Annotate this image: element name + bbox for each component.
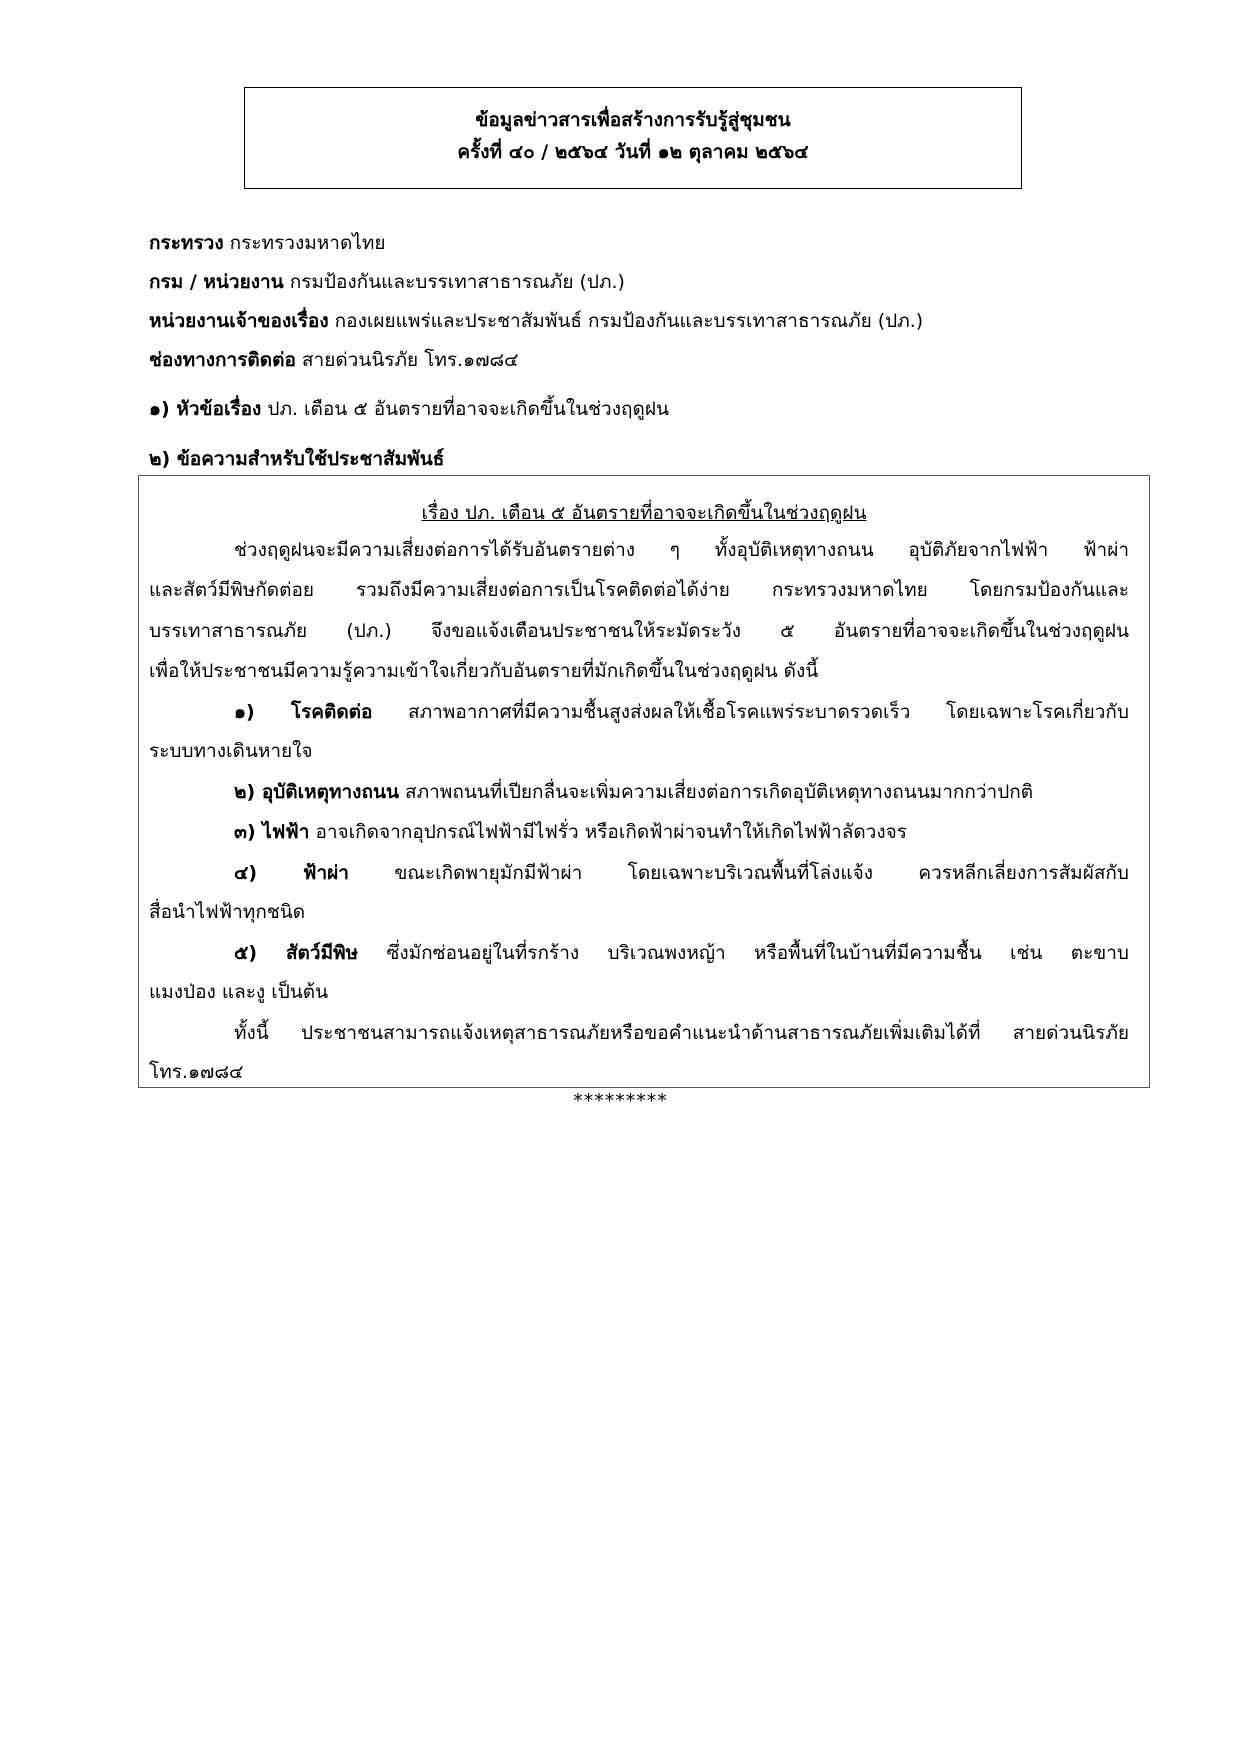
section-pr-label: ๒) ข้อความสำหรับใช้ประชาสัมพันธ์: [149, 448, 445, 470]
pr-intro-line-2: และสัตว์มีพิษกัดต่อย รวมถึงมีความเสี่ยงต่อการเป็นโรคติดต่อได้ง่าย กระทรวงมหาดไทย โดยกรมป้องกันและ: [149, 579, 1129, 601]
meta-ministry: [149, 230, 1149, 269]
pr-item-1-continued: ระบบทางเดินหายใจ: [149, 740, 313, 762]
section-topic: [149, 396, 669, 422]
meta-department: [149, 269, 1149, 308]
pr-item-1-label: ๑) โรคติดต่อ: [234, 701, 373, 723]
pr-title: เรื่อง ปภ. เตือน ๕ อันตรายที่อาจจะเกิดขึ้นในช่วงฤดูฝน: [421, 502, 867, 524]
meta-department-value: กรมป้องกันและบรรเทาสาธารณภัย (ปภ.): [289, 271, 625, 293]
pr-closing-continued: โทร.๑๗๘๔: [149, 1061, 244, 1083]
pr-item-4: [234, 860, 1129, 886]
meta-contact: [149, 347, 1149, 386]
pr-item-4-label: ๔) ฟ้าผ่า: [234, 862, 349, 884]
pr-item-5-label: ๕) สัตว์มีพิษ: [234, 942, 359, 964]
pr-item-1-text: สภาพอากาศที่มีความชื้นสูงส่งผลให้เชื้อโรคแพร่ระบาดรวดเร็ว โดยเฉพาะโรคเกี่ยวกับ: [408, 701, 1129, 723]
meta-department-label: กรม / หน่วยงาน: [149, 271, 284, 293]
pr-item-2-text: สภาพถนนที่เปียกลื่นจะเพิ่มความเสี่ยงต่อการเกิดอุบัติเหตุทางถนนมากกว่าปกติ: [405, 781, 1034, 803]
header-title: ข้อมูลข่าวสารเพื่อสร้างการรับรู้สู่ชุมชน: [475, 109, 791, 131]
section-topic-value: ปภ. เตือน ๕ อันตรายที่อาจจะเกิดขึ้นในช่วงฤดูฝน: [267, 398, 669, 420]
meta-info: [149, 230, 1149, 386]
pr-item-1: [234, 699, 1129, 725]
meta-owner: [149, 308, 1149, 347]
meta-owner-value: กองเผยแพร่และประชาสัมพันธ์ กรมป้องกันและบรรเทาสาธารณภัย (ปภ.): [334, 310, 924, 332]
meta-contact-value: สายด่วนนิรภัย โทร.๑๗๘๔: [301, 349, 519, 371]
pr-item-5: [234, 940, 1129, 966]
pr-intro-line-4: เพื่อให้ประชาชนมีความรู้ความเข้าใจเกี่ยวกับอันตรายที่มักเกิดขึ้นในช่วงฤดูฝน ดังนี้: [149, 660, 819, 682]
end-marker: *********: [573, 1090, 668, 1112]
pr-item-4-text: ขณะเกิดพายุมักมีฟ้าผ่า โดยเฉพาะบริเวณพื้นที่โล่งแจ้ง ควรหลีกเลี่ยงการสัมผัสกับ: [394, 862, 1129, 884]
document-header-box: [244, 87, 1022, 189]
section-pr: [149, 446, 444, 472]
pr-item-5-text: ซึ่งมักซ่อนอยู่ในที่รกร้าง บริเวณพงหญ้า หรือพื้นที่ในบ้านที่มีความชื้น เช่น ตะขาบ: [386, 942, 1129, 964]
pr-item-3: [234, 819, 907, 845]
pr-intro-line-3: บรรเทาสาธารณภัย (ปภ.) จึงขอแจ้งเตือนประชาชนให้ระมัดระวัง ๕ อันตรายที่อาจจะเกิดขึ้นในช่วงฤดูฝน: [149, 620, 1129, 642]
meta-owner-label: หน่วยงานเจ้าของเรื่อง: [149, 310, 329, 332]
pr-item-5-continued: แมงป่อง และงู เป็นต้น: [149, 981, 329, 1003]
meta-ministry-value: กระทรวงมหาดไทย: [229, 232, 386, 254]
pr-item-4-continued: สื่อนำไฟฟ้าทุกชนิด: [149, 901, 306, 923]
pr-closing: ทั้งนี้ ประชาชนสามารถแจ้งเหตุสาธารณภัยหรือขอคำแนะนำด้านสาธารณภัยเพิ่มเติมได้ที่ สายด่วนนิรภัย: [234, 1022, 1129, 1044]
header-issue-date: ครั้งที่ ๔๐ / ๒๕๖๔ วันที่ ๑๒ ตุลาคม ๒๕๖๔: [457, 141, 809, 163]
pr-intro-line-1: ช่วงฤดูฝนจะมีความเสี่ยงต่อการได้รับอันตรายต่าง ๆ ทั้งอุบัติเหตุทางถนน อุบัติภัยจากไฟฟ้า ฟ้าผ่า: [234, 539, 1129, 561]
pr-message-box: [138, 475, 1150, 1088]
pr-item-2: [234, 779, 1033, 805]
meta-contact-label: ช่องทางการติดต่อ: [149, 349, 296, 371]
pr-item-2-label: ๒) อุบัติเหตุทางถนน: [234, 781, 399, 803]
pr-item-3-label: ๓) ไฟฟ้า: [234, 821, 310, 843]
pr-item-3-text: อาจเกิดจากอุปกรณ์ไฟฟ้ามีไฟรั่ว หรือเกิดฟ้าผ่าจนทำให้เกิดไฟฟ้าลัดวงจร: [315, 821, 907, 843]
meta-ministry-label: กระทรวง: [149, 232, 224, 254]
section-topic-label: ๑) หัวข้อเรื่อง: [149, 398, 262, 420]
